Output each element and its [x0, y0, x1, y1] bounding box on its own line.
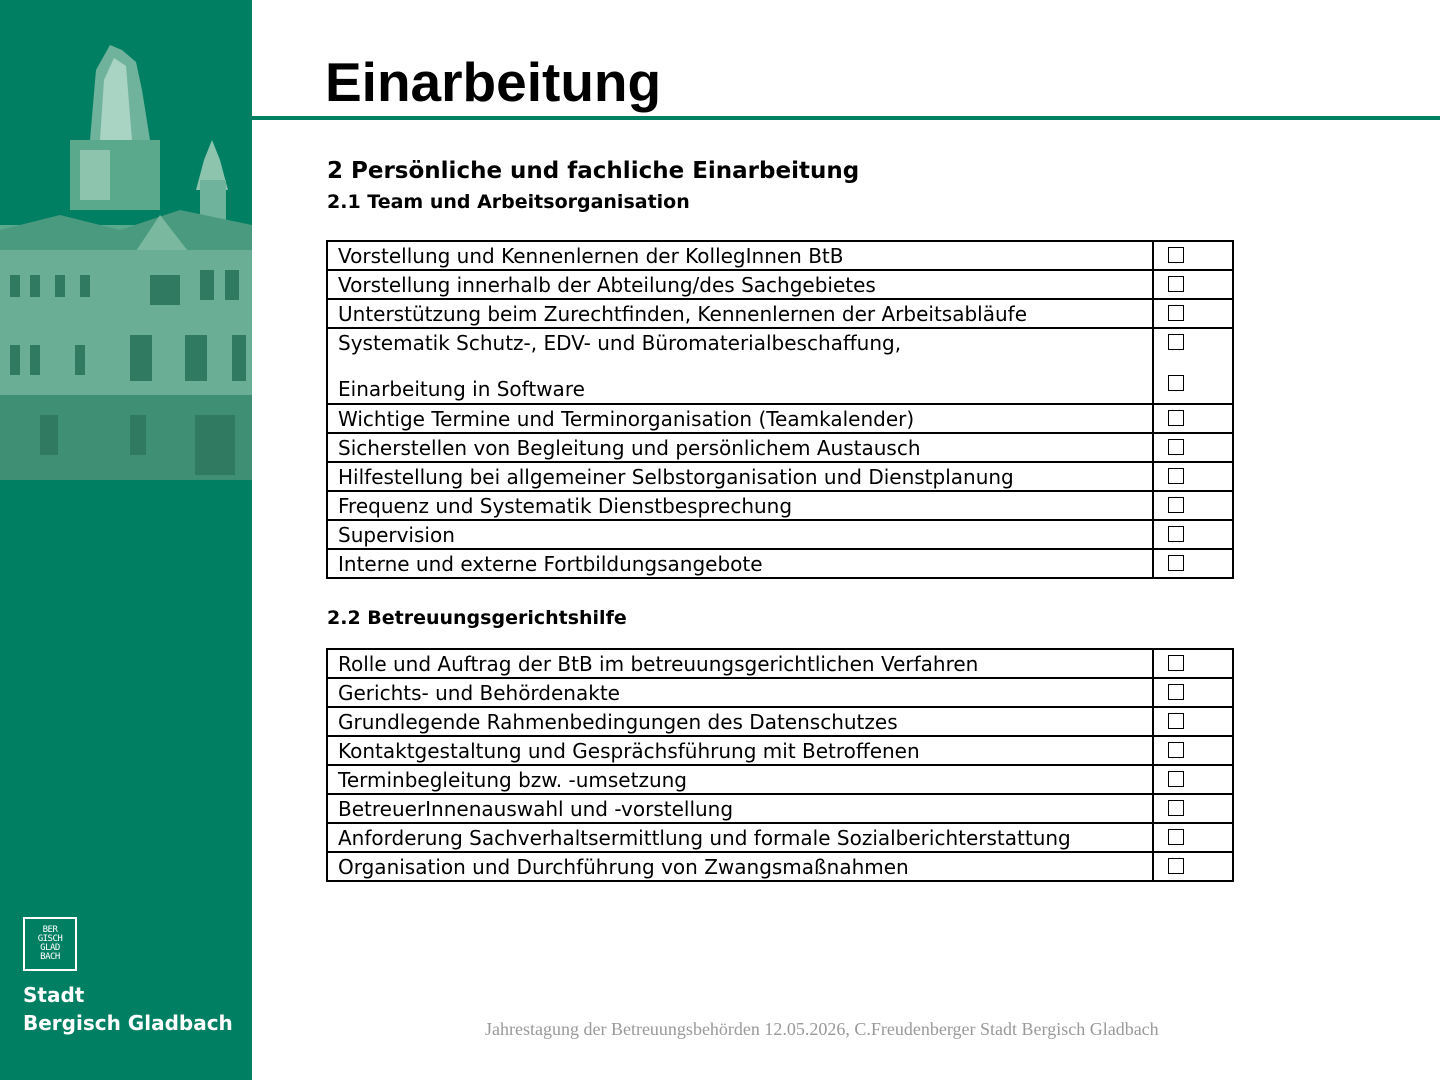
checkbox[interactable] — [1168, 375, 1184, 391]
table-row — [327, 433, 1233, 462]
subsection-heading-team: 2.1 Team und Arbeitsorganisation — [327, 191, 690, 213]
checkbox[interactable] — [1168, 468, 1184, 484]
checklist-table-team — [326, 240, 1234, 579]
table-row — [327, 649, 1233, 678]
checklist-item-label: Anforderung Sachverhaltsermittlung und formale Sozialberichterstattung — [327, 823, 1153, 852]
checklist-item-label: Vorstellung und Kennenlernen der KollegInnen BtB — [327, 241, 1153, 270]
checklist-item-label: Hilfestellung bei allgemeiner Selbstorganisation und Dienstplanung — [327, 462, 1153, 491]
logo-text: BER GISCH GLAD BACH — [37, 925, 63, 962]
checklist-item-label: Unterstützung beim Zurechtfinden, Kennenlernen der Arbeitsabläufe — [327, 299, 1153, 328]
checkbox[interactable] — [1168, 742, 1184, 758]
checklist-table-court-assistance — [326, 648, 1234, 882]
checklist-item-label: Interne und externe Fortbildungsangebote — [327, 549, 1153, 578]
checklist-item-label: Rolle und Auftrag der BtB im betreuungsgerichtlichen Verfahren — [327, 649, 1153, 678]
sidebar — [0, 0, 252, 1080]
checklist-item-label: Frequenz und Systematik Dienstbesprechung — [327, 491, 1153, 520]
checklist-item-label: Gerichts- und Behördenakte — [327, 678, 1153, 707]
checkbox[interactable] — [1168, 410, 1184, 426]
checklist-item-label: Sicherstellen von Begleitung und persönlichem Austausch — [327, 433, 1153, 462]
checklist-item-label: Vorstellung innerhalb der Abteilung/des Sachgebietes — [327, 270, 1153, 299]
table-row — [327, 328, 1233, 404]
table-row — [327, 520, 1233, 549]
table-row — [327, 491, 1233, 520]
checklist-item-label: Supervision — [327, 520, 1153, 549]
checkbox[interactable] — [1168, 771, 1184, 787]
checklist-item-label: Organisation und Durchführung von Zwangsmaßnahmen — [327, 852, 1153, 881]
checkbox[interactable] — [1168, 305, 1184, 321]
checklist-item-label: Wichtige Termine und Terminorganisation (Teamkalender) — [327, 404, 1153, 433]
table-row — [327, 736, 1233, 765]
table-row — [327, 549, 1233, 578]
checkbox[interactable] — [1168, 439, 1184, 455]
city-hall-photo — [0, 0, 252, 480]
checkbox[interactable] — [1168, 555, 1184, 571]
checkbox[interactable] — [1168, 655, 1184, 671]
table-row — [327, 678, 1233, 707]
footer-text: Jahrestagung der Betreuungsbehörden 12.05.2026, C.Freudenberger Stadt Bergisch Gladbach — [485, 1019, 1159, 1039]
checklist-item-line2: Einarbeitung in Software — [338, 377, 585, 401]
checklist-item-label — [327, 328, 1153, 404]
table-row — [327, 404, 1233, 433]
checkbox[interactable] — [1168, 526, 1184, 542]
table-row — [327, 707, 1233, 736]
table-row — [327, 299, 1233, 328]
section-heading: 2 Persönliche und fachliche Einarbeitung — [327, 158, 860, 184]
table-row — [327, 241, 1233, 270]
checkbox[interactable] — [1168, 497, 1184, 513]
checkbox[interactable] — [1168, 858, 1184, 874]
checkbox[interactable] — [1168, 684, 1184, 700]
checklist-item-label: Grundlegende Rahmenbedingungen des Datenschutzes — [327, 707, 1153, 736]
table-row — [327, 765, 1233, 794]
checkbox[interactable] — [1168, 800, 1184, 816]
subsection-heading-court-assistance: 2.2 Betreuungsgerichtshilfe — [327, 607, 627, 629]
table-row — [327, 270, 1233, 299]
checklist-item-label: Kontaktgestaltung und Gesprächsführung mit Betroffenen — [327, 736, 1153, 765]
checkbox[interactable] — [1168, 276, 1184, 292]
table-row — [327, 462, 1233, 491]
checkbox[interactable] — [1168, 829, 1184, 845]
city-name-line1: Stadt — [23, 983, 85, 1007]
checklist-item-line1: Systematik Schutz-, EDV- und Büromaterialbeschaffung, — [338, 331, 902, 355]
checklist-item-label: BetreuerInnenauswahl und -vorstellung — [327, 794, 1153, 823]
checkbox[interactable] — [1168, 247, 1184, 263]
table-row — [327, 823, 1233, 852]
title-divider — [252, 116, 1440, 120]
checklist-item-label: Terminbegleitung bzw. -umsetzung — [327, 765, 1153, 794]
table-row — [327, 852, 1233, 881]
page-title: Einarbeitung — [325, 51, 662, 113]
city-logo — [23, 917, 77, 971]
checkbox[interactable] — [1168, 334, 1184, 350]
city-name-line2: Bergisch Gladbach — [23, 1011, 233, 1035]
table-row — [327, 794, 1233, 823]
checkbox[interactable] — [1168, 713, 1184, 729]
